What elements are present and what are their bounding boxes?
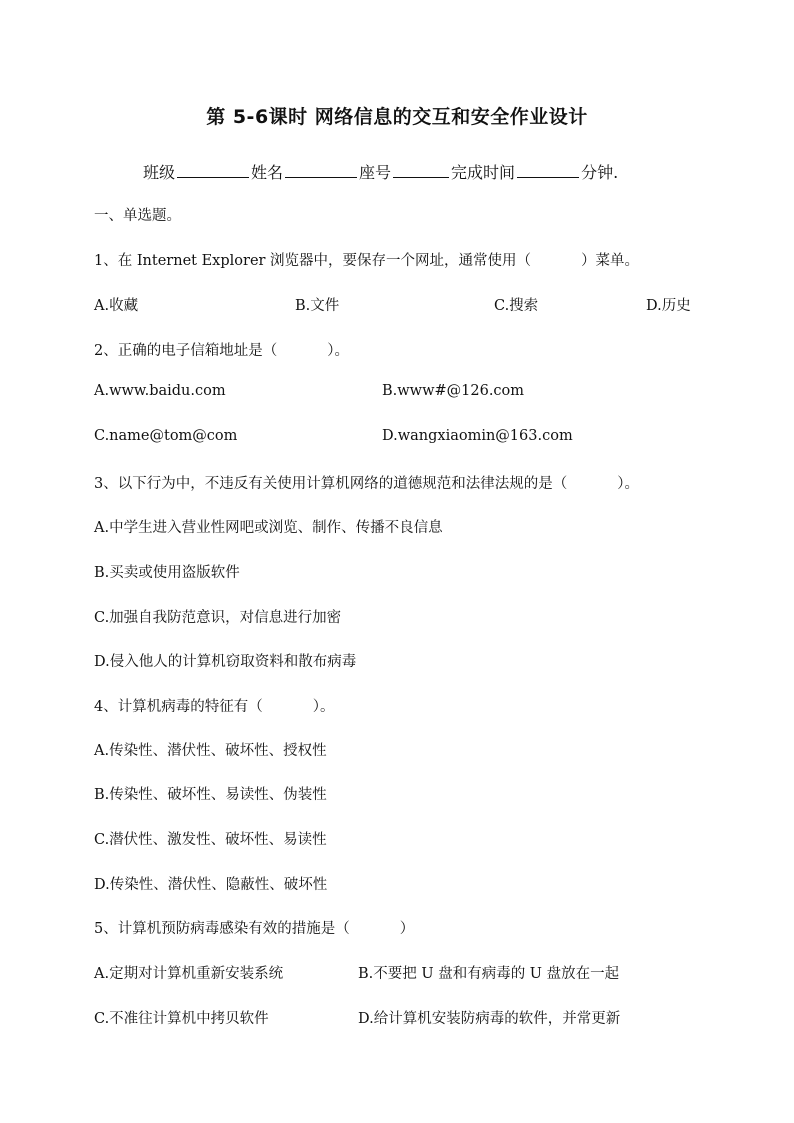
question-3-option-c: C.加强自我防范意识，对信息进行加密: [94, 610, 342, 626]
time-blank: [517, 163, 579, 178]
question-5-option-b: B.不要把 U 盘和有病毒的 U 盘放在一起: [358, 966, 620, 982]
question-5-suffix: ）: [399, 921, 415, 937]
question-3-option-a: A.中学生进入营业性网吧或浏览、制作、传播不良信息: [94, 520, 443, 536]
student-info-line: [143, 160, 618, 183]
question-2-option-d: D.wangxiaomin@163.com: [382, 428, 573, 444]
question-2-option-b: B.www#@126.com: [382, 383, 525, 399]
question-3-text: 3、以下行为中，不违反有关使用计算机网络的道德规范和法律法规的是（: [94, 476, 568, 492]
seat-label: 座号: [359, 163, 392, 182]
question-5-option-c: C.不准往计算机中拷贝软件: [94, 1011, 269, 1027]
question-1-option-a: A.收藏: [94, 298, 139, 314]
question-4-option-d: D.传染性、潜伏性、隐蔽性、破坏性: [94, 877, 328, 893]
question-3-suffix: ）。: [617, 476, 639, 492]
question-4-stem: [94, 695, 334, 716]
question-3-stem: [94, 472, 639, 493]
question-2-stem: [94, 339, 349, 360]
page-title: 第 5-6课时 网络信息的交互和安全作业设计: [206, 106, 588, 128]
question-1-suffix: ）菜单。: [581, 253, 640, 269]
question-1-option-d: D.历史: [646, 298, 691, 314]
question-1-option-b: B.文件: [295, 298, 340, 314]
class-label: 班级: [143, 163, 176, 182]
question-1-option-c: C.搜索: [494, 298, 539, 314]
question-5-stem: [94, 917, 414, 938]
question-2-option-a: A.www.baidu.com: [94, 383, 226, 399]
question-2-text: 2、正确的电子信箱地址是（: [94, 343, 278, 359]
question-5-option-a: A.定期对计算机重新安装系统: [94, 966, 284, 982]
question-4-option-a: A.传染性、潜伏性、破坏性、授权性: [94, 743, 327, 759]
seat-blank: [393, 163, 449, 178]
question-2-suffix: ）。: [327, 343, 349, 359]
section-heading: 一、单选题。: [94, 208, 181, 224]
question-1-text: 1、在 Internet Explorer 浏览器中，要保存一个网址，通常使用（: [94, 253, 532, 269]
name-label: 姓名: [251, 163, 284, 182]
class-blank: [177, 163, 249, 178]
question-4-suffix: ）。: [312, 699, 335, 715]
question-1-stem: [94, 249, 639, 270]
question-2-option-c: C.name@tom@com: [94, 428, 238, 444]
time-label: 完成时间: [451, 163, 516, 182]
question-3-option-b: B.买卖或使用盗版软件: [94, 565, 240, 581]
question-4-option-b: B.传染性、破坏性、易读性、伪装性: [94, 787, 327, 803]
question-4-option-c: C.潜伏性、激发性、破坏性、易读性: [94, 832, 327, 848]
minute-label: 分钟.: [581, 163, 619, 182]
question-4-text: 4、计算机病毒的特征有（: [94, 699, 263, 715]
question-5-text: 5、计算机预防病毒感染有效的措施是（: [94, 921, 350, 937]
name-blank: [285, 163, 357, 178]
question-3-option-d: D.侵入他人的计算机窃取资料和散布病毒: [94, 654, 357, 670]
question-5-option-d: D.给计算机安装防病毒的软件，并常更新: [358, 1011, 621, 1027]
